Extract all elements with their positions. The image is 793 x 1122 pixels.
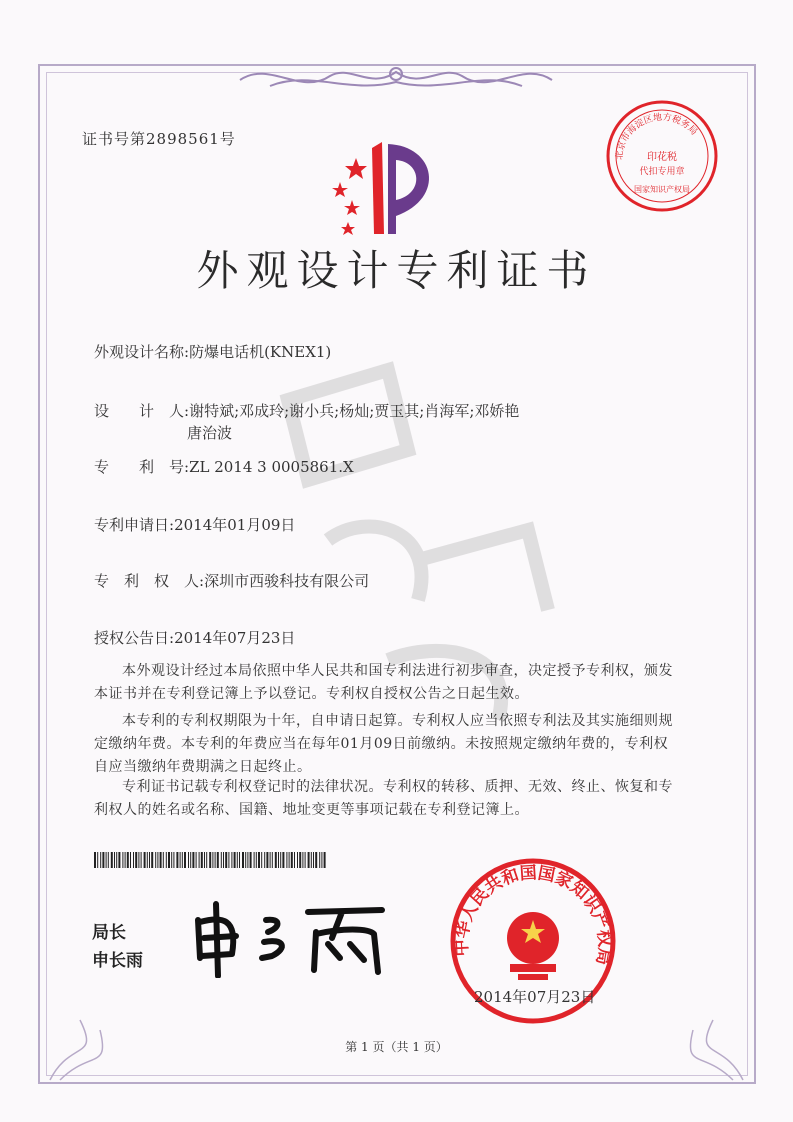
barcode-bar bbox=[111, 852, 113, 868]
field-grant-date bbox=[94, 627, 295, 648]
barcode-bar bbox=[97, 852, 98, 868]
barcode-bar bbox=[188, 852, 189, 868]
tax-seal-inner-text: 印花税 bbox=[647, 152, 677, 163]
barcode-bar bbox=[250, 852, 252, 868]
barcode-bar bbox=[149, 852, 150, 868]
barcode-bar bbox=[138, 852, 139, 868]
barcode-bar bbox=[242, 852, 244, 868]
field-value: 深圳市西骏科技有限公司 bbox=[204, 572, 370, 590]
barcode-bar bbox=[282, 852, 284, 868]
field-label: 专 利 号: bbox=[94, 458, 190, 476]
barcode-bar bbox=[272, 852, 273, 868]
barcode-bar bbox=[196, 852, 197, 868]
barcode-bar bbox=[256, 852, 257, 868]
barcode-bar bbox=[297, 852, 298, 868]
barcode-bar bbox=[228, 852, 229, 868]
paragraph-3: 专利证书记载专利权登记时的法律状况。专利权的转移、质押、无效、终止、恢复和专利权人的姓名或名称、国籍、地址变更等事项记载在专利登记簿上。 bbox=[94, 779, 673, 818]
barcode-bar bbox=[125, 852, 126, 868]
barcode-bar bbox=[289, 852, 290, 868]
barcode-bar bbox=[324, 852, 326, 868]
barcode-bar bbox=[261, 852, 262, 868]
barcode-bar bbox=[204, 852, 205, 868]
barcode-bar bbox=[100, 852, 101, 868]
field-designers-line2: 唐治波 bbox=[187, 424, 233, 442]
field-value: 2014年01月09日 bbox=[174, 516, 296, 534]
barcode-bar bbox=[231, 852, 232, 868]
barcode-bar bbox=[212, 852, 213, 868]
barcode-bar bbox=[135, 852, 137, 868]
barcode-bar bbox=[163, 852, 164, 868]
field-label: 外观设计名称: bbox=[94, 343, 190, 361]
page-footer: 第 1 页（共 1 页） bbox=[345, 1040, 448, 1054]
field-value: ZL 2014 3 0005861.X bbox=[189, 458, 354, 476]
barcode-bar bbox=[237, 852, 238, 868]
barcode-bar bbox=[133, 852, 134, 868]
field-value: 防爆电话机(KNEX1) bbox=[189, 343, 332, 361]
barcode-bar bbox=[151, 852, 153, 868]
barcode-bar bbox=[122, 852, 123, 868]
barcode-bar bbox=[280, 852, 281, 868]
field-value: 谢特斌;邓成玲;谢小兵;杨灿;贾玉其;肖海军;邓娇艳 bbox=[189, 402, 520, 420]
barcode-bar bbox=[155, 852, 156, 868]
barcode-bar bbox=[168, 852, 170, 868]
tax-stamp-seal bbox=[604, 98, 720, 214]
official-seal-text: 中华人民共和国国家知识产权局 bbox=[451, 863, 615, 967]
barcode-bar bbox=[221, 852, 222, 868]
field-value: 2014年07月23日 bbox=[174, 629, 296, 647]
barcode-bar bbox=[270, 852, 271, 868]
barcode-bar bbox=[180, 852, 181, 868]
barcode-bar bbox=[144, 852, 146, 868]
barcode-bar bbox=[294, 852, 295, 868]
barcode-bar bbox=[258, 852, 260, 868]
barcode-bar bbox=[308, 852, 310, 868]
barcode-bar bbox=[94, 852, 96, 868]
barcode-bar bbox=[286, 852, 287, 868]
barcode-bar bbox=[201, 852, 203, 868]
barcode-bar bbox=[217, 852, 219, 868]
barcode-bar bbox=[176, 852, 178, 868]
seal-date: 2014年07月23日 bbox=[474, 988, 596, 1006]
barcode-bar bbox=[245, 852, 246, 868]
barcode-bar bbox=[239, 852, 240, 868]
field-patentee bbox=[94, 570, 369, 591]
barcode-bar bbox=[108, 852, 109, 868]
tax-seal-inner-text-2: 代扣专用章 bbox=[639, 167, 685, 177]
barcode-bar bbox=[291, 852, 293, 868]
field-label: 专 利 权 人: bbox=[94, 572, 205, 590]
patent-office-emblem-icon bbox=[326, 138, 446, 238]
barcode-bar bbox=[299, 852, 301, 868]
barcode-bar bbox=[254, 852, 255, 868]
barcode-bar bbox=[223, 852, 224, 868]
certificate-number: 证书号第2898561号 bbox=[82, 130, 236, 148]
top-ornament bbox=[230, 60, 563, 98]
barcode-bar bbox=[116, 852, 117, 868]
barcode-bar bbox=[275, 852, 277, 868]
barcode-bar bbox=[206, 852, 207, 868]
field-designers bbox=[94, 400, 519, 421]
field-label: 专利申请日: bbox=[94, 516, 175, 534]
field-application-date bbox=[94, 514, 295, 535]
barcode-bar bbox=[190, 852, 191, 868]
handwritten-signature bbox=[192, 898, 392, 978]
barcode-bar bbox=[182, 852, 183, 868]
signer-title: 局长 bbox=[92, 923, 126, 943]
barcode-bar bbox=[106, 852, 107, 868]
barcode-bar bbox=[192, 852, 194, 868]
tax-seal-arc-text: 北京市海淀区地方税务局 bbox=[614, 112, 699, 161]
barcode bbox=[94, 852, 326, 868]
certificate-title: 外观设计专利证书 bbox=[196, 246, 597, 295]
barcode-bar bbox=[102, 852, 104, 868]
barcode-bar bbox=[319, 852, 320, 868]
barcode-bar bbox=[166, 852, 167, 868]
barcode-bar bbox=[225, 852, 227, 868]
field-label: 授权公告日: bbox=[94, 629, 175, 647]
barcode-bar bbox=[199, 852, 200, 868]
barcode-bar bbox=[266, 852, 268, 868]
barcode-bar bbox=[209, 852, 211, 868]
barcode-bar bbox=[321, 852, 322, 868]
signer-name: 申长雨 bbox=[92, 951, 143, 971]
paragraph-2: 本专利的专利权期限为十年，自申请日起算。专利权人应当依照专利法及其实施细则规定缴纳年费。本专利的年费应当在每年01月09日前缴纳。未按照规定缴纳年费的，专利权自应当缴纳年费期满之日起终止。 bbox=[94, 713, 673, 775]
barcode-bar bbox=[315, 852, 317, 868]
barcode-bar bbox=[264, 852, 265, 868]
barcode-bar bbox=[141, 852, 142, 868]
barcode-bar bbox=[184, 852, 186, 868]
barcode-bar bbox=[127, 852, 129, 868]
barcode-bar bbox=[313, 852, 314, 868]
paragraph-1: 本外观设计经过本局依照中华人民共和国专利法进行初步审查，决定授予专利权，颁发本证书并在专利登记簿上予以登记。专利权自授权公告之日起生效。 bbox=[94, 663, 673, 702]
barcode-bar bbox=[157, 852, 158, 868]
barcode-bar bbox=[278, 852, 279, 868]
barcode-bar bbox=[147, 852, 148, 868]
field-design-name bbox=[94, 341, 331, 362]
barcode-bar bbox=[234, 852, 236, 868]
tax-seal-bottom-text: 国家知识产权局 bbox=[634, 185, 690, 194]
barcode-bar bbox=[247, 852, 248, 868]
barcode-bar bbox=[215, 852, 216, 868]
barcode-bar bbox=[171, 852, 172, 868]
barcode-bar bbox=[311, 852, 312, 868]
barcode-bar bbox=[173, 852, 174, 868]
barcode-bar bbox=[160, 852, 162, 868]
barcode-bar bbox=[302, 852, 303, 868]
barcode-bar bbox=[114, 852, 115, 868]
barcode-bar bbox=[130, 852, 131, 868]
field-label: 设 计 人: bbox=[94, 402, 190, 420]
field-patent-number bbox=[94, 456, 354, 477]
barcode-bar bbox=[305, 852, 306, 868]
barcode-bar bbox=[118, 852, 120, 868]
